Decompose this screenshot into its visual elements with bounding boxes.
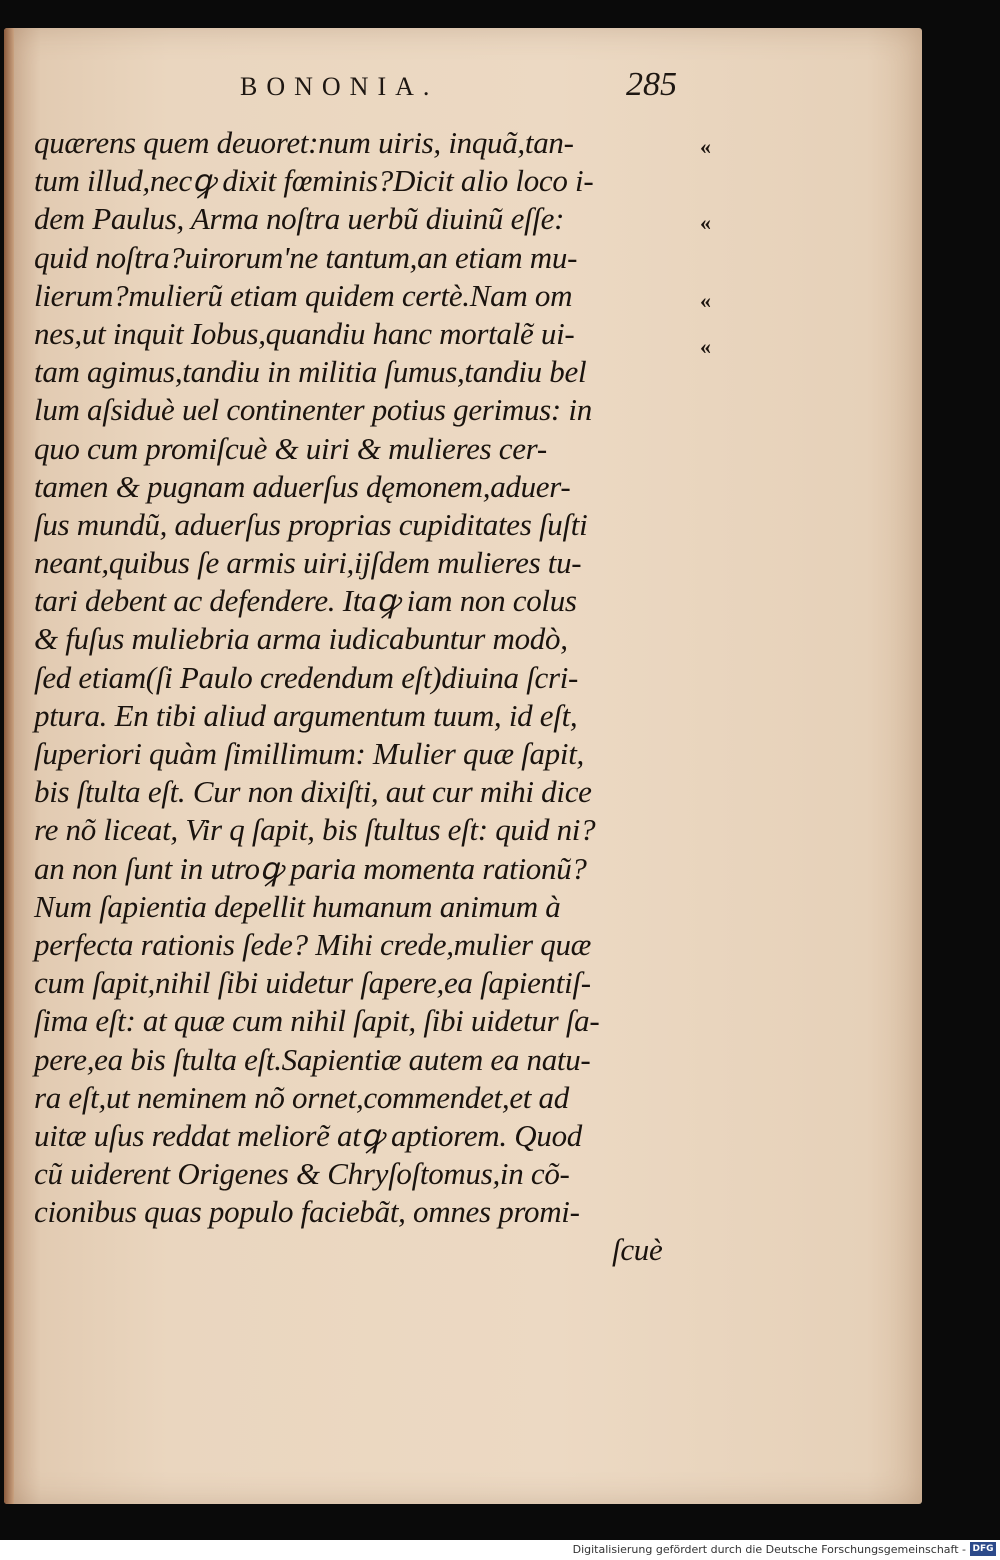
text-line: dem Paulus, Arma noſtra uerbũ diuinũ eſſe: (34, 201, 565, 237)
text-line: uitæ uſus reddat meliorẽ atꝙ aptiorem. Quod (34, 1117, 582, 1153)
text-line: ra eſt,ut neminem nõ ornet,commendet,et ad (34, 1079, 569, 1115)
text-line: quid noſtra?uirorum'ne tantum,an etiam mu- (34, 239, 578, 275)
text-line: tam agimus,tandiu in militia ſumus,tandiu bel (34, 354, 587, 390)
text-line: cum ſapit,nihil ſibi uidetur ſapere,ea ſapientiſ- (34, 965, 591, 1001)
text-line: ſima eſt: at quæ cum nihil ſapit, ſibi uidetur ſa- (34, 1003, 600, 1039)
funding-notice: Digitalisierung gefördert durch die Deutsche Forschungsgemeinschaft - (572, 1543, 966, 1556)
text-line: quo cum promiſcuè & uiri & mulieres cer- (34, 430, 547, 466)
page-number: 285 (626, 66, 677, 103)
quotation-margin-mark: « (700, 210, 711, 235)
quotation-margin-mark: « (700, 134, 711, 159)
text-line: pere,ea bis ſtulta eſt.Sapientiæ autem ea natu- (34, 1041, 591, 1077)
text-line: neant,quibus ſe armis uiri,ijſdem mulieres tu- (34, 545, 582, 581)
text-line: tum illud,necꝙ dixit fœminis?Dicit alio loco i- (34, 163, 594, 199)
text-line: ſed etiam(ſi Paulo credendum eſt)diuina ſcri- (34, 659, 579, 695)
text-line: tamen & pugnam aduerſus dęmonem,aduer- (34, 468, 571, 504)
quotation-margin-mark: « (700, 334, 711, 359)
text-line: bis ſtulta eſt. Cur non dixiſti, aut cur mihi dice (34, 774, 592, 810)
text-line: an non ſunt in utroꝙ paria momenta rationũ? (34, 850, 587, 886)
text-line: tari debent ac defendere. Itaꝙ iam non colus (34, 583, 577, 619)
text-line: nes,ut inquit Iobus,quandiu hanc mortalẽ ui- (34, 315, 575, 351)
page-edge (4, 28, 14, 1504)
text-line: & fuſus muliebria arma iudicabuntur modò, (34, 621, 568, 657)
text-line: ſuperiori quàm ſimillimum: Mulier quæ ſapit, (34, 736, 584, 771)
text-line: Num ſapientia depellit humanum animum à (34, 888, 561, 924)
text-line: cionibus quas populo faciebãt, omnes promi- (34, 1194, 580, 1230)
text-line: ſus mundũ, aduerſus proprias cupiditates ſuſti (34, 506, 588, 542)
dfg-logo: DFG (970, 1542, 996, 1556)
catchword: ſcuè (612, 1232, 663, 1268)
quotation-margin-mark: « (700, 288, 711, 313)
body-text (34, 124, 662, 1270)
text-line: ptura. En tibi aliud argumentum tuum, id eſt, (34, 697, 578, 733)
running-head: BONONIA. (240, 72, 439, 101)
text-line: re nõ liceat, Vir q ſapit, bis ſtultus eſt: quid ni? (34, 812, 596, 848)
text-line: lum aſsiduè uel continenter potius gerimus: in (34, 392, 592, 428)
text-line: cũ uiderent Origenes & Chryſoſtomus,in cõ- (34, 1156, 570, 1192)
text-line: quærens quem deuoret:num uiris, inquã,tan- (34, 125, 574, 160)
text-line: perfecta rationis ſede? Mihi crede,mulier quæ (34, 926, 592, 962)
text-line: lierum?mulierũ etiam quidem certè.Nam om (34, 277, 573, 313)
